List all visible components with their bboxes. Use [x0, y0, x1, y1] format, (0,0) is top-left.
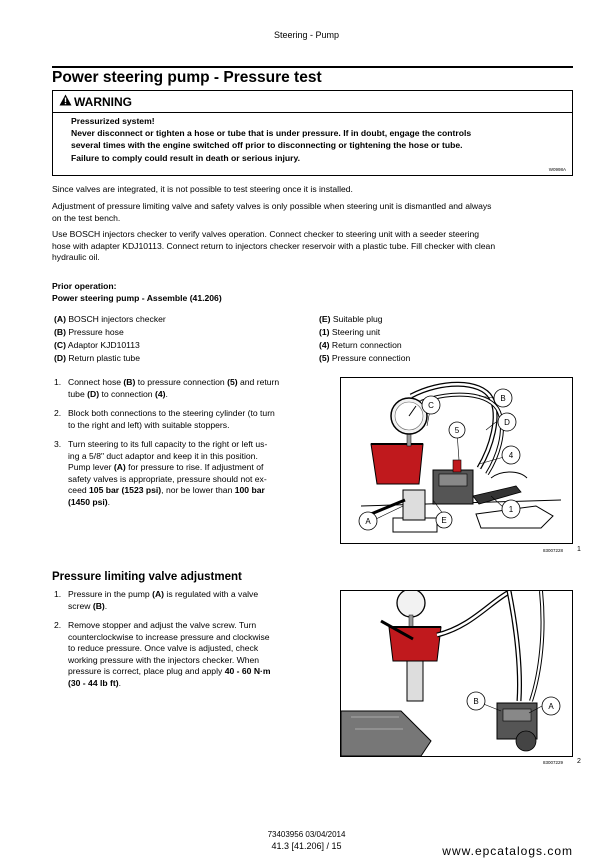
warning-triangle-icon — [59, 94, 72, 106]
legend-item: (C) Adaptor KJD10113 — [54, 340, 140, 350]
step-text — [68, 620, 271, 689]
prior-operation-link[interactable]: Power steering pump - Assemble (41.206) — [52, 293, 222, 303]
step-item — [54, 408, 322, 439]
callout-b: B — [500, 394, 506, 403]
step-line: Remove stopper and adjust the valve screw. Turn — [68, 620, 257, 630]
step-text — [68, 377, 279, 400]
legend-item: (1) Steering unit — [319, 327, 381, 337]
callout-e: E — [441, 516, 447, 525]
step-line: to reduce pressure. Once valve is adjusted, check — [68, 643, 259, 653]
figure-2-code: 83007229 — [543, 760, 564, 765]
warning-line: Failure to comply could result in death or serious injury. — [71, 152, 301, 163]
warning-box — [52, 90, 573, 176]
figure-1-code: 83007228 — [543, 548, 564, 553]
intro-line: on the test bench. — [52, 212, 121, 223]
step-line: Pump lever (A) for pressure to rise. If adjustment of — [68, 462, 264, 472]
legend-item: (5) Pressure connection — [319, 353, 411, 363]
warning-code: W0998A — [548, 167, 566, 172]
legend-left — [54, 314, 166, 366]
step-item — [54, 589, 322, 620]
step-line: counterclockwise to increase pressure and clockwise — [68, 631, 270, 642]
fig2-callout-b: B — [473, 697, 479, 706]
figure-2-illustration — [341, 591, 572, 756]
step-number: 1. — [54, 377, 62, 387]
figure-1-frame — [340, 377, 573, 544]
intro-paragraph-3 — [52, 229, 582, 264]
legend-item: (4) Return connection — [319, 340, 402, 350]
step-text — [68, 439, 267, 508]
steps-list-2 — [54, 589, 322, 700]
legend-item: (A) BOSCH injectors checker — [54, 314, 166, 324]
step-line: ceed 105 bar (1523 psi), nor be lower than 100 bar — [68, 485, 265, 495]
step-line: Block both connections to the steering cylinder (to turn — [68, 408, 275, 418]
figure-2-number: 2 — [577, 758, 581, 765]
callout-1: 1 — [508, 505, 514, 514]
step-line: ing a 5/8" duct adaptor and keep it in this position. — [68, 450, 258, 461]
step-number: 2. — [54, 408, 62, 418]
warning-line: several times with the engine switched off prior to disconnecting or tightening the hose or tube. — [71, 140, 463, 151]
callout-5: 5 — [454, 426, 460, 435]
legend-item: (B) Pressure hose — [54, 327, 124, 337]
legend-item: (D) Return plastic tube — [54, 353, 140, 363]
step-line: Pressure in the pump (A) is regulated with a valve — [68, 589, 259, 599]
footer-doc-id: 73403956 03/04/2014 — [267, 830, 346, 839]
step-item — [54, 439, 322, 519]
prior-operation-label: Prior operation: — [52, 281, 117, 291]
step-number: 2. — [54, 620, 62, 630]
title-rule — [52, 66, 573, 68]
intro-paragraph-2 — [52, 201, 582, 224]
intro-line: Use BOSCH injectors checker to verify valves operation. Connect checker to steering unit with a seeder steering — [52, 229, 480, 239]
step-number: 3. — [54, 439, 62, 449]
callout-c: C — [428, 401, 434, 410]
step-line: screw (B). — [68, 600, 108, 611]
step-line: pressure is correct, place plug and apply 40 - 60 N·m — [68, 666, 271, 676]
intro-paragraph-1: Since valves are integrated, it is not possible to test steering once it is installed. — [52, 184, 353, 194]
step-line: Connect hose (B) to pressure connection (5) and return — [68, 377, 280, 387]
intro-line: Adjustment of pressure limiting valve and safety valves is only possible when steering unit is dismantled and always — [52, 201, 492, 211]
section-heading: Pressure limiting valve adjustment — [52, 571, 242, 583]
step-line: tube (D) to connection (4). — [68, 388, 168, 399]
step-line: safety valves is appropriate, pressure should not ex- — [68, 473, 267, 484]
running-header: Steering - Pump — [273, 30, 340, 40]
step-item — [54, 620, 322, 700]
callout-a: A — [365, 517, 371, 526]
callout-d: D — [504, 418, 510, 427]
watermark: www.epcatalogs.com — [442, 844, 573, 858]
step-number: 1. — [54, 589, 62, 599]
figure-1-illustration — [341, 378, 572, 543]
step-line: (1450 psi). — [68, 496, 111, 507]
warning-text — [71, 115, 566, 164]
legend-right — [319, 314, 410, 366]
warning-label: WARNING — [74, 95, 132, 109]
intro-line: hose with adapter KDJ10113. Connect return to injectors checker reservoir with a plastic tube. Fill checker with clean — [52, 240, 496, 251]
fig2-callout-a: A — [548, 702, 554, 711]
step-text — [68, 408, 275, 431]
callout-4: 4 — [508, 451, 514, 460]
warning-header — [53, 91, 572, 113]
step-line: (30 - 44 lb ft). — [68, 677, 122, 688]
step-line: working pressure with the injectors checker. When — [68, 654, 260, 665]
footer-page-number: 41.3 [41.206] / 15 — [271, 841, 342, 851]
figure-2-frame — [340, 590, 573, 757]
step-line: Turn steering to its full capacity to the right or left us- — [68, 439, 268, 449]
step-line: to the right and left) with suitable stoppers. — [68, 419, 230, 430]
step-text — [68, 589, 258, 612]
intro-line: hydraulic oil. — [52, 252, 100, 262]
figure-1-number: 1 — [577, 546, 581, 553]
warning-line: Pressurized system! — [71, 116, 155, 126]
warning-line: Never disconnect or tighten a hose or tube that is under pressure. If in doubt, engage the controls — [71, 128, 472, 139]
step-item — [54, 377, 322, 408]
legend-item: (E) Suitable plug — [319, 314, 383, 324]
page-title: Power steering pump - Pressure test — [52, 69, 322, 86]
steps-list-1 — [54, 377, 322, 519]
